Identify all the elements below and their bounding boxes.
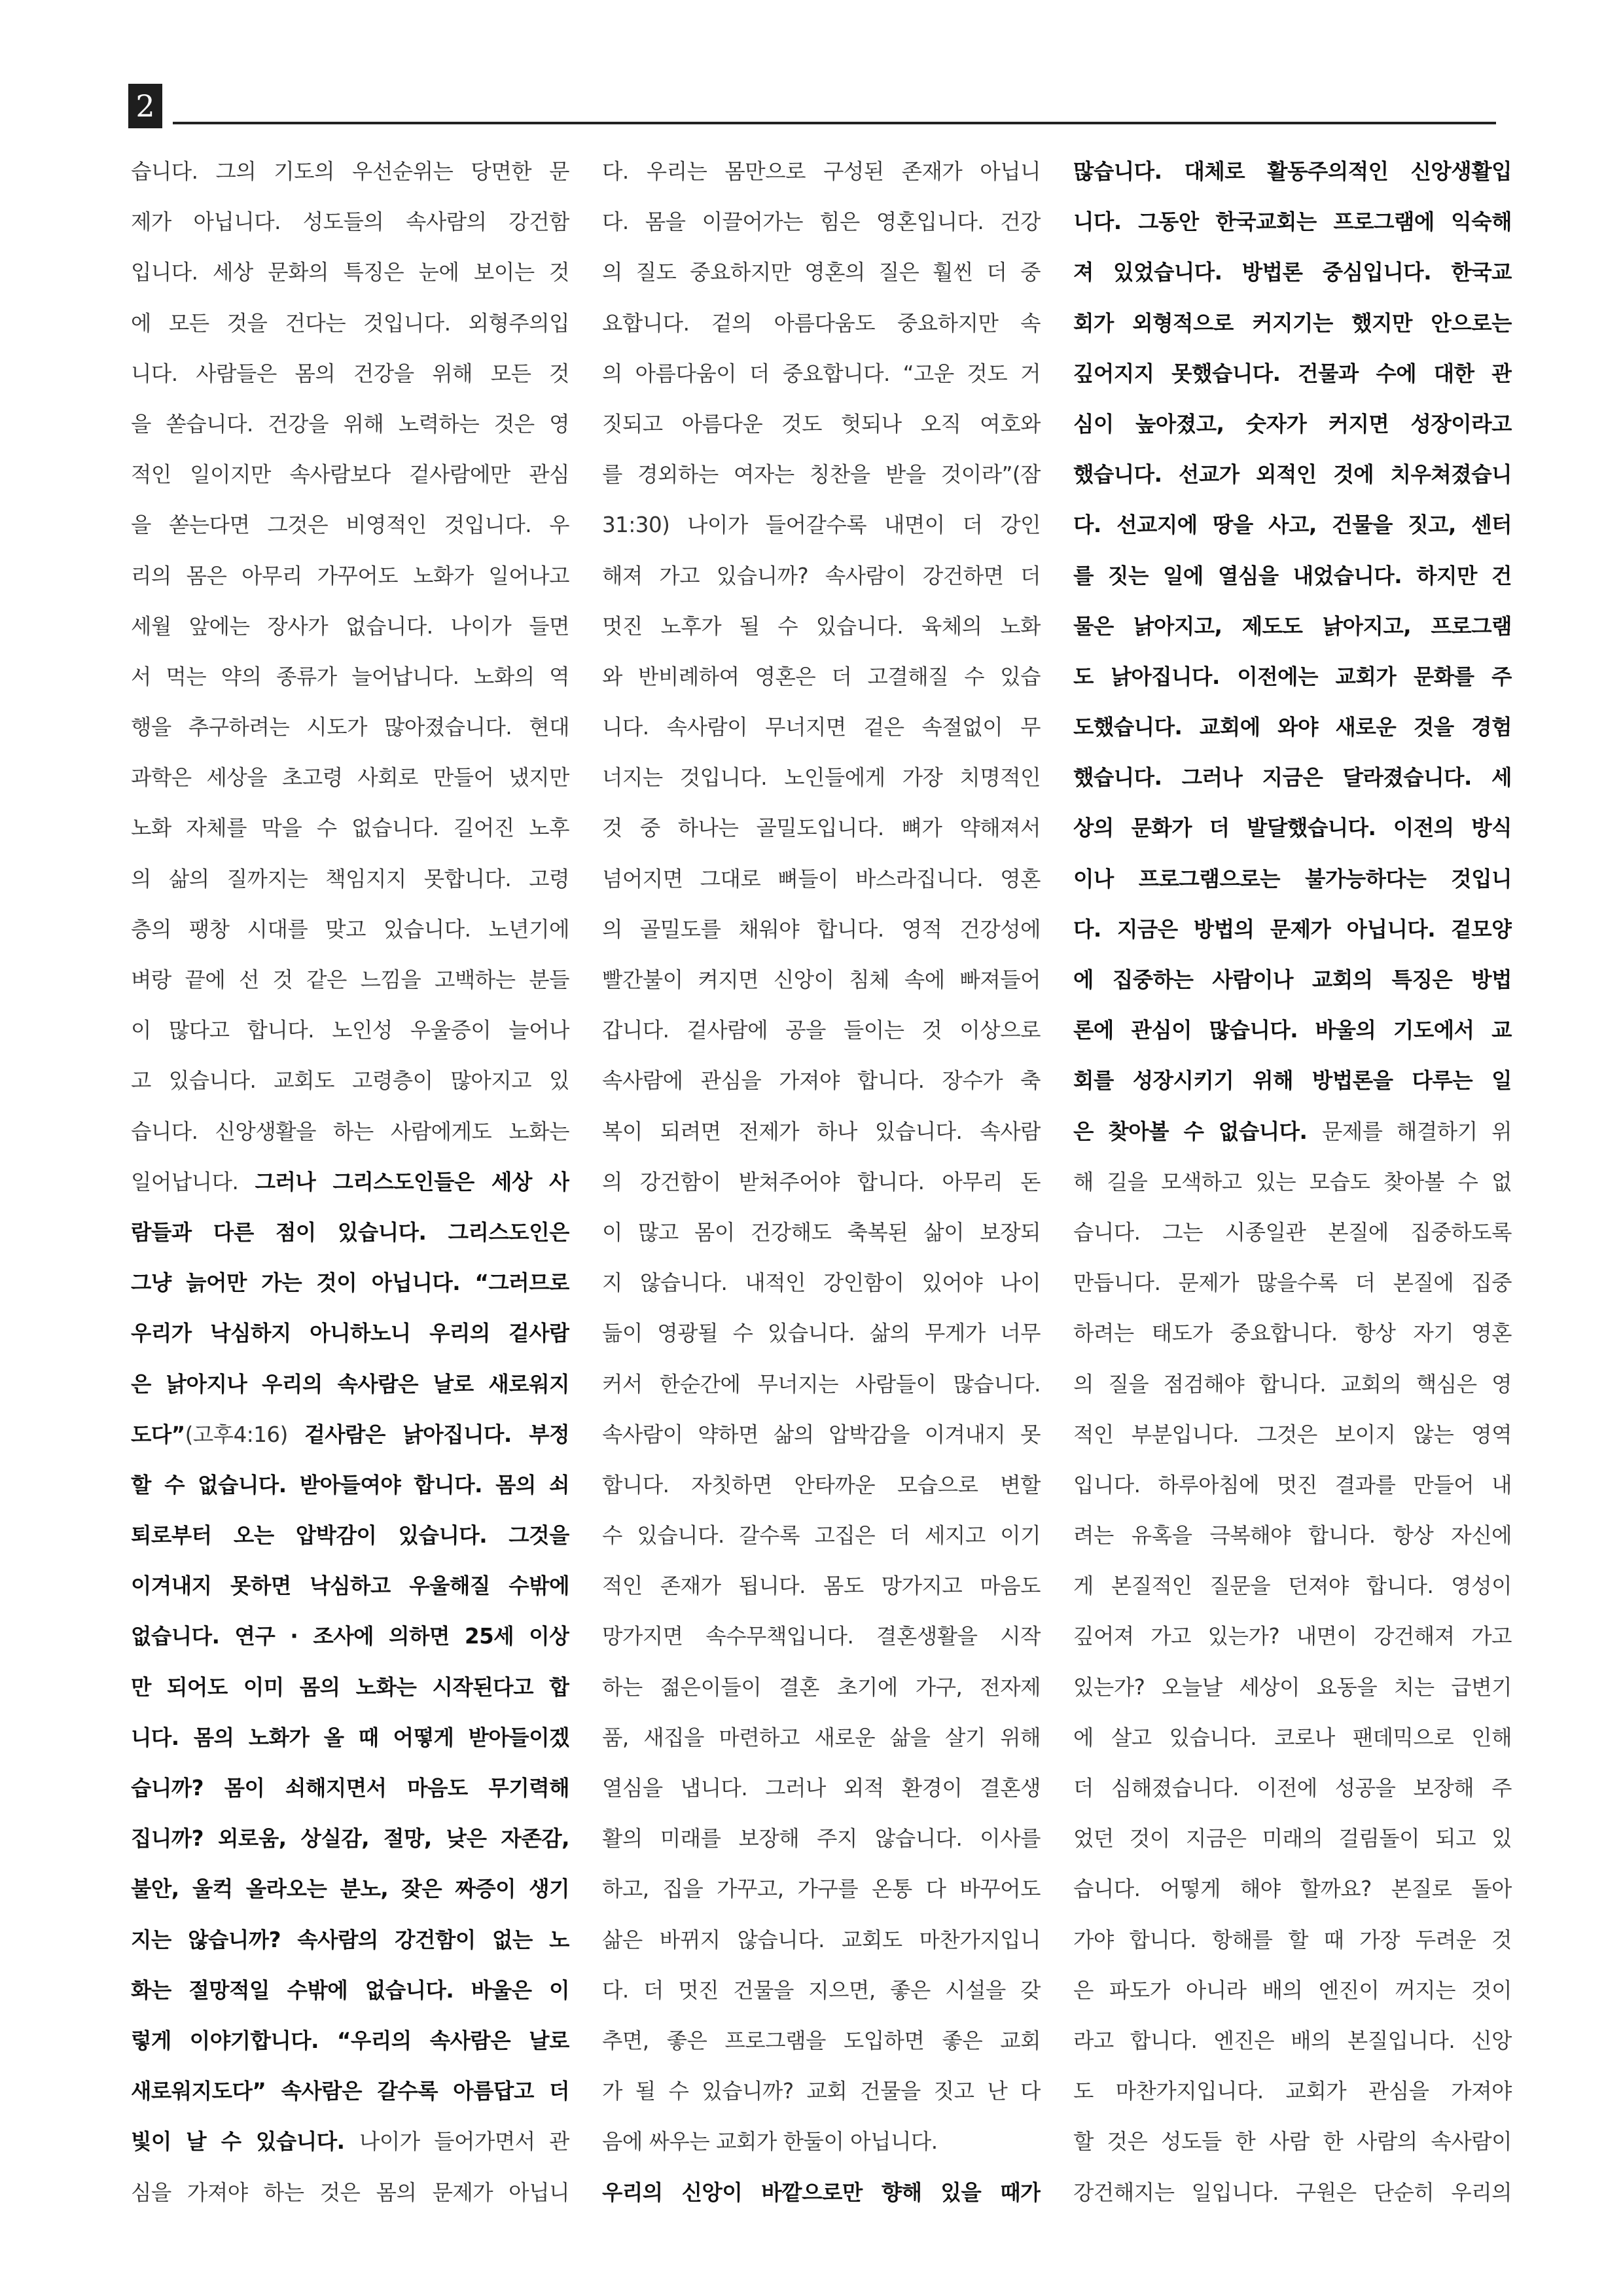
bold-text-run: 지는 않습니까? 속사람의 강건함이 없는 노 <box>131 1927 569 1952</box>
text-line <box>602 955 1041 1005</box>
text-line <box>602 1005 1041 1056</box>
text-line <box>1073 349 1512 399</box>
text-run: 할 것은 성도들 한 사람 한 사람의 속사람이 <box>1073 2129 1512 2155</box>
text-run: 복이 되려면 전제가 하나 있습니다. 속사람 <box>602 1119 1041 1144</box>
text-run: 듦이 영광될 수 있습니다. 삶의 무게가 너무 <box>602 1321 1041 1346</box>
bold-text-run: 깊어지지 못했습니다. 건물과 수에 대한 관 <box>1073 361 1512 386</box>
text-run: 커서 한순간에 무너지는 사람들이 많습니다. <box>602 1371 1041 1397</box>
text-line <box>1073 1308 1512 1359</box>
text-line <box>1073 652 1512 702</box>
text-line <box>602 1258 1041 1308</box>
text-run: 이 많다고 합니다. 노인성 우울증이 늘어나 <box>131 1018 569 1043</box>
text-run: 리의 몸은 아무리 가꾸어도 노화가 일어나고 <box>131 563 569 588</box>
text-run: 갑니다. 겉사람에 공을 들이는 것 이상으로 <box>602 1018 1041 1043</box>
text-line <box>131 2066 569 2117</box>
text-run: 열심을 냅니다. 그러나 외적 환경이 결혼생 <box>602 1776 1041 1801</box>
text-run: 의 질도 중요하지만 영혼의 질은 훨씬 더 중 <box>602 260 1041 285</box>
text-line <box>602 298 1041 349</box>
text-run: 수 있습니다. 갈수록 고집은 더 세지고 이기 <box>602 1523 1041 1549</box>
text-run: 깊어져 가고 있는가? 내면이 강건해져 가고 <box>1073 1624 1512 1649</box>
text-run: 라고 합니다. 엔진은 배의 본질입니다. 신앙 <box>1073 2028 1512 2053</box>
text-line <box>602 1662 1041 1713</box>
text-run: 은 파도가 아니라 배의 엔진이 꺼지는 것이 <box>1073 1977 1512 2003</box>
text-run: 일어납니다. <box>131 1169 255 1194</box>
text-run: 습니다. 어떻게 해야 할까요? 본질로 돌아 <box>1073 1876 1512 1902</box>
text-line <box>1073 1410 1512 1460</box>
bold-text-run: 했습니다. 선교가 외적인 것에 치우쳐졌습니 <box>1073 462 1512 488</box>
text-run: 적인 일이지만 속사람보다 겉사람에만 관심 <box>131 462 569 488</box>
text-run: 을 쏟는다면 그것은 비영적인 것입니다. 우 <box>131 512 569 538</box>
text-run: 하는 젊은이들이 결혼 초기에 가구, 전자제 <box>602 1674 1041 1700</box>
page-header <box>128 84 1496 131</box>
text-line <box>1073 1915 1512 1965</box>
text-line <box>602 1864 1041 1914</box>
text-run: 의 강건함이 받쳐주어야 합니다. 아무리 돈 <box>602 1169 1041 1194</box>
text-run: 제가 아닙니다. 성도들의 속사람의 강건함 <box>131 209 569 235</box>
text-line <box>131 1511 569 1561</box>
text-run: 만듭니다. 문제가 많을수록 더 본질에 집중 <box>1073 1270 1512 1296</box>
text-line <box>1073 2168 1512 2218</box>
text-line <box>131 1763 569 1814</box>
text-run: 려는 유혹을 극복해야 합니다. 항상 자신에 <box>1073 1523 1512 1549</box>
text-run: 니다. 사람들은 몸의 건강을 위해 모든 것 <box>131 361 569 386</box>
text-line <box>1073 500 1512 550</box>
text-line <box>131 1410 569 1460</box>
text-line <box>131 1157 569 1208</box>
text-line <box>131 197 569 247</box>
text-line <box>131 1611 569 1662</box>
bold-text-run: 습니까? 몸이 쇠해지면서 마음도 무기력해 <box>131 1776 569 1801</box>
header-rule <box>173 122 1496 124</box>
bold-text-run: 빛이 날 수 있습니다. <box>131 2129 359 2155</box>
text-line <box>602 652 1041 702</box>
text-line <box>131 1460 569 1511</box>
text-line <box>602 702 1041 753</box>
bold-text-run: 이나 프로그램으로는 불가능하다는 것입니 <box>1073 866 1512 891</box>
text-run: 지 않습니다. 내적인 강인함이 있어야 나이 <box>602 1270 1041 1296</box>
text-line <box>602 854 1041 905</box>
text-line <box>602 2066 1041 2117</box>
bold-text-run: 우리의 신앙이 바깥으로만 향해 있을 때가 <box>602 2179 1041 2205</box>
text-run: 에 살고 있습니다. 코로나 팬데믹으로 인해 <box>1073 1725 1512 1750</box>
bold-text-run: 우리가 낙심하지 아니하노니 우리의 겉사람 <box>131 1321 569 1346</box>
text-run: 해져 가고 있습니까? 속사람이 강건하면 더 <box>602 563 1041 588</box>
text-line <box>1073 2016 1512 2066</box>
text-line <box>1073 247 1512 298</box>
text-line <box>1073 753 1512 803</box>
text-line <box>1073 1157 1512 1208</box>
text-line <box>131 1965 569 2016</box>
text-line <box>1073 702 1512 753</box>
text-run: 세월 앞에는 장사가 없습니다. 나이가 들면 <box>131 613 569 639</box>
text-line <box>1073 1511 1512 1561</box>
text-line <box>602 1611 1041 1662</box>
text-run: 적인 존재가 됩니다. 몸도 망가지고 마음도 <box>602 1573 1041 1599</box>
text-line <box>131 905 569 955</box>
text-line <box>1073 1611 1512 1662</box>
text-line <box>602 601 1041 652</box>
text-run: 에 모든 것을 건다는 것입니다. 외형주의입 <box>131 310 569 336</box>
text-line <box>602 1814 1041 1864</box>
text-line <box>602 349 1041 399</box>
bold-text-run: 화는 절망적일 수밖에 없습니다. 바울은 이 <box>131 1977 569 2003</box>
text-line <box>131 1308 569 1359</box>
text-line <box>131 147 569 197</box>
bold-text-run: 니다. 그동안 한국교회는 프로그램에 익숙해 <box>1073 209 1512 235</box>
text-line <box>1073 601 1512 652</box>
text-line <box>131 854 569 905</box>
text-line <box>602 1763 1041 1814</box>
text-line <box>602 551 1041 601</box>
text-column-1 <box>131 147 569 2218</box>
text-line <box>131 1258 569 1308</box>
text-line <box>1073 854 1512 905</box>
bold-text-run: 만 되어도 이미 몸의 노화는 시작된다고 합 <box>131 1674 569 1700</box>
text-run: 멋진 노후가 될 수 있습니다. 육체의 노화 <box>602 613 1041 639</box>
text-line <box>1073 1864 1512 1914</box>
text-run: 속사람에 관심을 가져야 합니다. 장수가 축 <box>602 1068 1041 1094</box>
bold-text-run: 회를 성장시키기 위해 방법론을 다루는 일 <box>1073 1068 1512 1094</box>
bold-text-run: 물은 낡아지고, 제도도 낡아지고, 프로그램 <box>1073 613 1512 639</box>
text-line <box>131 1915 569 1965</box>
text-run: 의 삶의 질까지는 책임지지 못합니다. 고령 <box>131 866 569 891</box>
text-line <box>131 1662 569 1713</box>
text-line <box>1073 1763 1512 1814</box>
text-run: 습니다. 그는 시종일관 본질에 집중하도록 <box>1073 1219 1512 1245</box>
text-run: 도 마찬가지입니다. 교회가 관심을 가져야 <box>1073 2079 1512 2104</box>
bold-text-run: 심이 높아졌고, 숫자가 커지면 성장이라고 <box>1073 411 1512 437</box>
text-line <box>1073 450 1512 500</box>
text-run: 하려는 태도가 중요합니다. 항상 자기 영혼 <box>1073 1321 1512 1346</box>
text-run: 추면, 좋은 프로그램을 도입하면 좋은 교회 <box>602 2028 1041 2053</box>
text-run: 있는가? 오늘날 세상이 요동을 치는 급변기 <box>1073 1674 1512 1700</box>
text-line <box>602 399 1041 450</box>
text-line <box>1073 905 1512 955</box>
text-run: 고 있습니다. 교회도 고령층이 많아지고 있 <box>131 1068 569 1094</box>
text-line <box>131 1107 569 1157</box>
bold-text-run: 새로워지도다” 속사람은 갈수록 아름답고 더 <box>131 2079 569 2104</box>
text-line <box>1073 2066 1512 2117</box>
bold-text-run: 도다” <box>131 1422 185 1447</box>
text-run: 의 질을 점검해야 합니다. 교회의 핵심은 영 <box>1073 1371 1512 1397</box>
text-line <box>131 1864 569 1914</box>
text-line <box>1073 803 1512 853</box>
text-line <box>131 1005 569 1056</box>
text-line <box>1073 1359 1512 1410</box>
bold-text-run: 다. 지금은 방법의 문제가 아닙니다. 겉모양 <box>1073 916 1512 942</box>
text-run: 노화 자체를 막을 수 없습니다. 길어진 노후 <box>131 816 569 841</box>
text-run: 니다. 속사람이 무너지면 겉은 속절없이 무 <box>602 715 1041 740</box>
text-run: 빨간불이 켜지면 신앙이 침체 속에 빠져들어 <box>602 967 1041 992</box>
text-line <box>602 1157 1041 1208</box>
text-line <box>1073 1005 1512 1056</box>
text-run: 와 반비례하여 영혼은 더 고결해질 수 있습 <box>602 664 1041 689</box>
bold-text-run: 회가 외형적으로 커지기는 했지만 안으로는 <box>1073 310 1512 336</box>
text-run: 문제를 해결하기 위 <box>1321 1119 1512 1144</box>
bold-text-run: 렇게 이야기합니다. “우리의 속사람은 날로 <box>131 2028 569 2053</box>
text-run: 입니다. 하루아침에 멋진 결과를 만들어 내 <box>1073 1472 1512 1498</box>
bold-text-run: 져 있었습니다. 방법론 중심입니다. 한국교 <box>1073 260 1512 285</box>
text-run: 요합니다. 겉의 아름다움도 중요하지만 속 <box>602 310 1041 336</box>
text-line <box>1073 1965 1512 2016</box>
text-run: 층의 팽창 시대를 맞고 있습니다. 노년기에 <box>131 916 569 942</box>
bold-text-run: 했습니다. 그러나 지금은 달라졌습니다. 세 <box>1073 765 1512 791</box>
text-line <box>602 1460 1041 1511</box>
text-line <box>131 399 569 450</box>
text-line <box>131 500 569 550</box>
text-run: 속사람이 약하면 삶의 압박감을 이겨내지 못 <box>602 1422 1041 1447</box>
text-run: 하고, 집을 가꾸고, 가구를 온통 다 바꾸어도 <box>602 1876 1041 1902</box>
text-column-3 <box>1073 147 1512 2218</box>
text-line <box>131 955 569 1005</box>
text-run: 었던 것이 지금은 미래의 걸림돌이 되고 있 <box>1073 1826 1512 1852</box>
text-line <box>131 803 569 853</box>
text-run: 음에 싸우는 교회가 한둘이 아닙니다. <box>602 2129 938 2155</box>
text-line <box>1073 399 1512 450</box>
text-line <box>131 298 569 349</box>
bold-text-run: 없습니다. 연구 · 조사에 의하면 25세 이상 <box>131 1624 569 1649</box>
text-run: 이 많고 몸이 건강해도 축복된 삶이 보장되 <box>602 1219 1041 1245</box>
text-run: 나이가 들어가면서 관 <box>359 2129 569 2155</box>
text-line <box>602 1359 1041 1410</box>
text-line <box>131 2168 569 2218</box>
text-run: 가야 합니다. 항해를 할 때 가장 두려운 것 <box>1073 1927 1512 1952</box>
text-line <box>602 500 1041 550</box>
text-line <box>602 2016 1041 2066</box>
text-line <box>602 1208 1041 1258</box>
text-line <box>602 753 1041 803</box>
text-line <box>131 1359 569 1410</box>
bold-text-run: 그냥 늙어만 가는 것이 아닙니다. “그러므로 <box>131 1270 569 1296</box>
text-line <box>1073 551 1512 601</box>
text-line <box>131 551 569 601</box>
text-line <box>1073 955 1512 1005</box>
text-run: 더 심해졌습니다. 이전에 성공을 보장해 주 <box>1073 1776 1512 1801</box>
text-line <box>602 1107 1041 1157</box>
bold-text-run: 를 짓는 일에 열심을 내었습니다. 하지만 건 <box>1073 563 1512 588</box>
text-run: 삶은 바뀌지 않습니다. 교회도 마찬가지입니 <box>602 1927 1041 1952</box>
text-line <box>602 2168 1041 2218</box>
text-run: 를 경외하는 여자는 칭찬을 받을 것이라”(잠 <box>602 462 1041 488</box>
text-run: 의 골밀도를 채워야 합니다. 영적 건강성에 <box>602 916 1041 942</box>
text-run: 해 길을 모색하고 있는 모습도 찾아볼 수 없 <box>1073 1169 1512 1194</box>
bold-text-run: 다. 선교지에 땅을 사고, 건물을 짓고, 센터 <box>1073 512 1512 538</box>
text-run: 습니다. 그의 기도의 우선순위는 당면한 문 <box>131 159 569 184</box>
text-run: 합니다. 자칫하면 안타까운 모습으로 변할 <box>602 1472 1041 1498</box>
text-line <box>131 1814 569 1864</box>
text-line <box>602 1410 1041 1460</box>
bold-text-run: 집니까? 외로움, 상실감, 절망, 낮은 자존감, <box>131 1826 569 1852</box>
bold-text-run: 많습니다. 대체로 활동주의적인 신앙생활입 <box>1073 159 1512 184</box>
text-run: 행을 추구하려는 시도가 많아졌습니다. 현대 <box>131 715 569 740</box>
bold-text-run: 에 집중하는 사람이나 교회의 특징은 방법 <box>1073 967 1512 992</box>
text-run: 을 쏟습니다. 건강을 위해 노력하는 것은 영 <box>131 411 569 437</box>
text-run: 습니다. 신앙생활을 하는 사람에게도 노화는 <box>131 1119 569 1144</box>
bold-text-run: 상의 문화가 더 발달했습니다. 이전의 방식 <box>1073 816 1512 841</box>
bold-text-run: 그러나 그리스도인들은 세상 사 <box>255 1169 569 1194</box>
text-line <box>1073 1662 1512 1713</box>
text-line <box>602 2117 1041 2167</box>
bold-text-run: 퇴로부터 오는 압박감이 있습니다. 그것을 <box>131 1523 569 1549</box>
text-line <box>602 1511 1041 1561</box>
text-line <box>602 1056 1041 1106</box>
text-line <box>1073 147 1512 197</box>
text-line <box>131 702 569 753</box>
text-run: 가 될 수 있습니까? 교회 건물을 짓고 난 다 <box>602 2079 1041 2104</box>
text-line <box>602 1965 1041 2016</box>
text-run: 다. 몸을 이끌어가는 힘은 영혼입니다. 건강 <box>602 209 1041 235</box>
text-line <box>602 1915 1041 1965</box>
text-run: 망가지면 속수무책입니다. 결혼생활을 시작 <box>602 1624 1041 1649</box>
text-line <box>131 652 569 702</box>
text-line <box>1073 1561 1512 1611</box>
bold-text-run: 이겨내지 못하면 낙심하고 우울해질 수밖에 <box>131 1573 569 1599</box>
text-run: 품, 새집을 마련하고 새로운 삶을 살기 위해 <box>602 1725 1041 1750</box>
text-line <box>602 450 1041 500</box>
bold-text-run: 불안, 울컥 올라오는 분노, 잦은 짜증이 생기 <box>131 1876 569 1902</box>
text-line <box>131 247 569 298</box>
text-line <box>1073 298 1512 349</box>
text-line <box>131 1713 569 1763</box>
text-run: 입니다. 세상 문화의 특징은 눈에 보이는 것 <box>131 260 569 285</box>
text-line <box>131 1208 569 1258</box>
text-line <box>602 905 1041 955</box>
text-line <box>602 197 1041 247</box>
text-run: 넘어지면 그대로 뼈들이 바스라집니다. 영혼 <box>602 866 1041 891</box>
bold-text-run: 겉사람은 낡아집니다. 부정 <box>304 1422 569 1447</box>
bold-text-run: 은 낡아지나 우리의 속사람은 날로 새로워지 <box>131 1371 569 1397</box>
text-run: 서 먹는 약의 종류가 늘어납니다. 노화의 역 <box>131 664 569 689</box>
text-line <box>1073 1056 1512 1106</box>
text-line <box>131 2016 569 2066</box>
text-run: 강건해지는 일입니다. 구원은 단순히 우리의 <box>1073 2179 1512 2205</box>
text-run: 너지는 것입니다. 노인들에게 가장 치명적인 <box>602 765 1041 791</box>
text-run: 심을 가져야 하는 것은 몸의 문제가 아닙니 <box>131 2179 569 2205</box>
text-line <box>131 2117 569 2167</box>
text-line <box>1073 1814 1512 1864</box>
bold-text-run: 도 낡아집니다. 이전에는 교회가 문화를 주 <box>1073 664 1512 689</box>
text-run: 의 아름다움이 더 중요합니다. “고운 것도 거 <box>602 361 1041 386</box>
text-run: 게 본질적인 질문을 던져야 합니다. 영성이 <box>1073 1573 1512 1599</box>
text-line <box>131 601 569 652</box>
text-line <box>602 1713 1041 1763</box>
text-line <box>131 349 569 399</box>
text-line <box>602 147 1041 197</box>
text-line <box>1073 2117 1512 2167</box>
bold-text-run: 니다. 몸의 노화가 올 때 어떻게 받아들이겠 <box>131 1725 569 1750</box>
text-run: 짓되고 아름다운 것도 헛되나 오직 여호와 <box>602 411 1041 437</box>
text-line <box>602 1561 1041 1611</box>
text-line <box>602 1308 1041 1359</box>
text-run: 다. 더 멋진 건물을 지으면, 좋은 시설을 갖 <box>602 1977 1041 2003</box>
text-line <box>1073 1258 1512 1308</box>
text-run: 활의 미래를 보장해 주지 않습니다. 이사를 <box>602 1826 1041 1852</box>
text-run: 다. 우리는 몸만으로 구성된 존재가 아닙니 <box>602 159 1041 184</box>
text-run: (고후4:16) <box>185 1422 305 1447</box>
text-line <box>1073 1208 1512 1258</box>
text-line <box>602 803 1041 853</box>
text-run: 것 중 하나는 골밀도입니다. 뼈가 약해져서 <box>602 816 1041 841</box>
text-line <box>1073 1460 1512 1511</box>
text-line <box>1073 1107 1512 1157</box>
text-line <box>1073 1713 1512 1763</box>
bold-text-run: 은 찾아볼 수 없습니다. <box>1073 1119 1322 1144</box>
text-line <box>1073 197 1512 247</box>
text-line <box>602 247 1041 298</box>
text-run: 적인 부분입니다. 그것은 보이지 않는 영역 <box>1073 1422 1512 1447</box>
bold-text-run: 람들과 다른 점이 있습니다. 그리스도인은 <box>131 1219 569 1245</box>
bold-text-run: 론에 관심이 많습니다. 바울의 기도에서 교 <box>1073 1018 1512 1043</box>
text-line <box>131 753 569 803</box>
text-line <box>131 450 569 500</box>
text-run: 과학은 세상을 초고령 사회로 만들어 냈지만 <box>131 765 569 791</box>
text-run: 벼랑 끝에 선 것 같은 느낌을 고백하는 분들 <box>131 967 569 992</box>
text-line <box>131 1056 569 1106</box>
text-column-2 <box>602 147 1041 2218</box>
bold-text-run: 할 수 없습니다. 받아들여야 합니다. 몸의 쇠 <box>131 1472 569 1498</box>
text-run: 31:30) 나이가 들어갈수록 내면이 더 강인 <box>602 512 1041 538</box>
bold-text-run: 도했습니다. 교회에 와야 새로운 것을 경험 <box>1073 715 1512 740</box>
text-line <box>131 1561 569 1611</box>
page-number: 2 <box>128 84 162 128</box>
